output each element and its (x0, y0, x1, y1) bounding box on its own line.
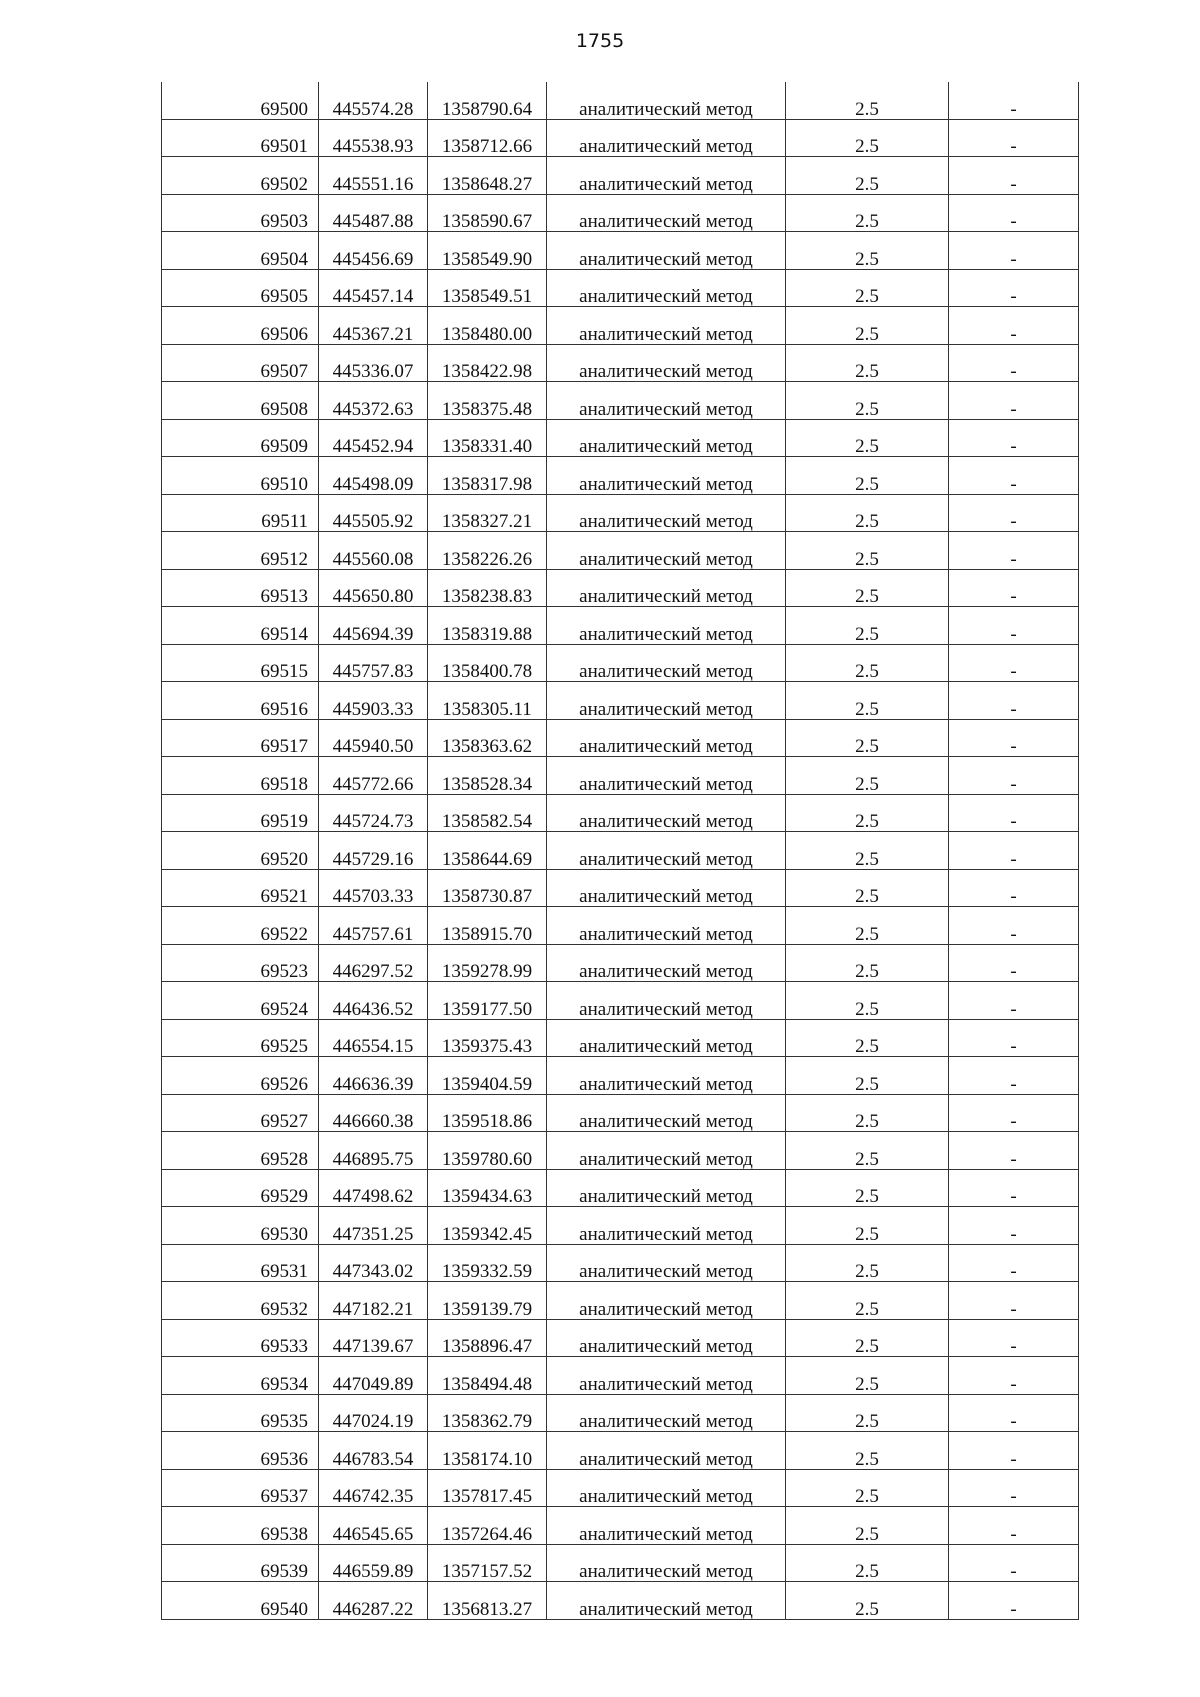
table-row (162, 1582, 1079, 1620)
extra-cell: - (949, 1282, 1079, 1320)
x-coordinate-cell: 445757.83 (319, 644, 428, 682)
y-coordinate-cell: 1358331.40 (428, 419, 547, 457)
point-number-cell: 69519 (162, 794, 319, 832)
table-row (162, 1207, 1079, 1245)
accuracy-cell: 2.5 (786, 1582, 949, 1620)
table-row (162, 269, 1079, 307)
point-number-cell: 69507 (162, 344, 319, 382)
method-cell: аналитический метод (547, 1132, 786, 1170)
accuracy-cell: 2.5 (786, 1132, 949, 1170)
extra-cell: - (949, 269, 1079, 307)
point-number-cell: 69514 (162, 607, 319, 645)
y-coordinate-cell: 1358362.79 (428, 1394, 547, 1432)
point-number-cell: 69500 (162, 82, 319, 119)
y-coordinate-cell: 1358648.27 (428, 157, 547, 195)
x-coordinate-cell: 445903.33 (319, 682, 428, 720)
method-cell: аналитический метод (547, 194, 786, 232)
accuracy-cell: 2.5 (786, 119, 949, 157)
extra-cell: - (949, 869, 1079, 907)
table-row (162, 1469, 1079, 1507)
method-cell: аналитический метод (547, 1319, 786, 1357)
point-number-cell: 69520 (162, 832, 319, 870)
accuracy-cell: 2.5 (786, 1019, 949, 1057)
point-number-cell: 69508 (162, 382, 319, 420)
y-coordinate-cell: 1359518.86 (428, 1094, 547, 1132)
method-cell: аналитический метод (547, 119, 786, 157)
x-coordinate-cell: 446287.22 (319, 1582, 428, 1620)
y-coordinate-cell: 1358549.90 (428, 232, 547, 270)
y-coordinate-cell: 1358363.62 (428, 719, 547, 757)
accuracy-cell: 2.5 (786, 1207, 949, 1245)
table-row (162, 1507, 1079, 1545)
accuracy-cell: 2.5 (786, 1282, 949, 1320)
extra-cell: - (949, 232, 1079, 270)
x-coordinate-cell: 445757.61 (319, 907, 428, 945)
accuracy-cell: 2.5 (786, 194, 949, 232)
point-number-cell: 69504 (162, 232, 319, 270)
x-coordinate-cell: 446742.35 (319, 1469, 428, 1507)
y-coordinate-cell: 1359434.63 (428, 1169, 547, 1207)
y-coordinate-cell: 1358317.98 (428, 457, 547, 495)
extra-cell: - (949, 1244, 1079, 1282)
accuracy-cell: 2.5 (786, 494, 949, 532)
y-coordinate-cell: 1358494.48 (428, 1357, 547, 1395)
x-coordinate-cell: 446783.54 (319, 1432, 428, 1470)
table-row (162, 1544, 1079, 1582)
accuracy-cell: 2.5 (786, 869, 949, 907)
point-number-cell: 69529 (162, 1169, 319, 1207)
y-coordinate-cell: 1358915.70 (428, 907, 547, 945)
table-row (162, 532, 1079, 570)
table-row (162, 1282, 1079, 1320)
extra-cell: - (949, 1544, 1079, 1582)
method-cell: аналитический метод (547, 1544, 786, 1582)
table-row (162, 119, 1079, 157)
extra-cell: - (949, 382, 1079, 420)
point-number-cell: 69515 (162, 644, 319, 682)
table-row (162, 157, 1079, 195)
accuracy-cell: 2.5 (786, 1244, 949, 1282)
accuracy-cell: 2.5 (786, 532, 949, 570)
x-coordinate-cell: 445560.08 (319, 532, 428, 570)
point-number-cell: 69532 (162, 1282, 319, 1320)
table-row (162, 1394, 1079, 1432)
table-row (162, 719, 1079, 757)
point-number-cell: 69506 (162, 307, 319, 345)
y-coordinate-cell: 1358712.66 (428, 119, 547, 157)
x-coordinate-cell: 445456.69 (319, 232, 428, 270)
x-coordinate-cell: 445772.66 (319, 757, 428, 795)
accuracy-cell: 2.5 (786, 157, 949, 195)
extra-cell: - (949, 119, 1079, 157)
extra-cell: - (949, 419, 1079, 457)
method-cell: аналитический метод (547, 1507, 786, 1545)
accuracy-cell: 2.5 (786, 1507, 949, 1545)
table-row (162, 194, 1079, 232)
y-coordinate-cell: 1359375.43 (428, 1019, 547, 1057)
table-row (162, 569, 1079, 607)
method-cell: аналитический метод (547, 269, 786, 307)
point-number-cell: 69512 (162, 532, 319, 570)
point-number-cell: 69510 (162, 457, 319, 495)
x-coordinate-cell: 446297.52 (319, 944, 428, 982)
x-coordinate-cell: 445729.16 (319, 832, 428, 870)
method-cell: аналитический метод (547, 794, 786, 832)
y-coordinate-cell: 1358790.64 (428, 82, 547, 119)
y-coordinate-cell: 1358319.88 (428, 607, 547, 645)
extra-cell: - (949, 607, 1079, 645)
extra-cell: - (949, 719, 1079, 757)
x-coordinate-cell: 445505.92 (319, 494, 428, 532)
method-cell: аналитический метод (547, 832, 786, 870)
extra-cell: - (949, 457, 1079, 495)
point-number-cell: 69534 (162, 1357, 319, 1395)
method-cell: аналитический метод (547, 1094, 786, 1132)
point-number-cell: 69502 (162, 157, 319, 195)
accuracy-cell: 2.5 (786, 1432, 949, 1470)
point-number-cell: 69505 (162, 269, 319, 307)
method-cell: аналитический метод (547, 719, 786, 757)
accuracy-cell: 2.5 (786, 1469, 949, 1507)
method-cell: аналитический метод (547, 457, 786, 495)
table-row (162, 944, 1079, 982)
method-cell: аналитический метод (547, 682, 786, 720)
x-coordinate-cell: 445650.80 (319, 569, 428, 607)
y-coordinate-cell: 1359177.50 (428, 982, 547, 1020)
table-row (162, 794, 1079, 832)
x-coordinate-cell: 445703.33 (319, 869, 428, 907)
extra-cell: - (949, 1582, 1079, 1620)
point-number-cell: 69531 (162, 1244, 319, 1282)
extra-cell: - (949, 757, 1079, 795)
table-row (162, 344, 1079, 382)
point-number-cell: 69536 (162, 1432, 319, 1470)
point-number-cell: 69521 (162, 869, 319, 907)
extra-cell: - (949, 1394, 1079, 1432)
y-coordinate-cell: 1358528.34 (428, 757, 547, 795)
accuracy-cell: 2.5 (786, 607, 949, 645)
method-cell: аналитический метод (547, 1394, 786, 1432)
method-cell: аналитический метод (547, 344, 786, 382)
y-coordinate-cell: 1358644.69 (428, 832, 547, 870)
extra-cell: - (949, 1207, 1079, 1245)
method-cell: аналитический метод (547, 944, 786, 982)
extra-cell: - (949, 494, 1079, 532)
y-coordinate-cell: 1358422.98 (428, 344, 547, 382)
y-coordinate-cell: 1357157.52 (428, 1544, 547, 1582)
point-number-cell: 69526 (162, 1057, 319, 1095)
extra-cell: - (949, 907, 1079, 945)
extra-cell: - (949, 194, 1079, 232)
y-coordinate-cell: 1356813.27 (428, 1582, 547, 1620)
point-number-cell: 69535 (162, 1394, 319, 1432)
table-row (162, 1169, 1079, 1207)
method-cell: аналитический метод (547, 382, 786, 420)
point-number-cell: 69538 (162, 1507, 319, 1545)
extra-cell: - (949, 1469, 1079, 1507)
table-row (162, 1019, 1079, 1057)
point-number-cell: 69528 (162, 1132, 319, 1170)
x-coordinate-cell: 445372.63 (319, 382, 428, 420)
accuracy-cell: 2.5 (786, 82, 949, 119)
y-coordinate-cell: 1359278.99 (428, 944, 547, 982)
point-number-cell: 69530 (162, 1207, 319, 1245)
y-coordinate-cell: 1359332.59 (428, 1244, 547, 1282)
extra-cell: - (949, 344, 1079, 382)
table-row (162, 832, 1079, 870)
y-coordinate-cell: 1359404.59 (428, 1057, 547, 1095)
x-coordinate-cell: 447351.25 (319, 1207, 428, 1245)
x-coordinate-cell: 446636.39 (319, 1057, 428, 1095)
y-coordinate-cell: 1357817.45 (428, 1469, 547, 1507)
y-coordinate-cell: 1359139.79 (428, 1282, 547, 1320)
point-number-cell: 69513 (162, 569, 319, 607)
y-coordinate-cell: 1358582.54 (428, 794, 547, 832)
x-coordinate-cell: 445336.07 (319, 344, 428, 382)
accuracy-cell: 2.5 (786, 719, 949, 757)
method-cell: аналитический метод (547, 1057, 786, 1095)
extra-cell: - (949, 1094, 1079, 1132)
page-number: 1755 (575, 30, 625, 52)
accuracy-cell: 2.5 (786, 1544, 949, 1582)
x-coordinate-cell: 445367.21 (319, 307, 428, 345)
method-cell: аналитический метод (547, 607, 786, 645)
point-number-cell: 69517 (162, 719, 319, 757)
extra-cell: - (949, 982, 1079, 1020)
y-coordinate-cell: 1358590.67 (428, 194, 547, 232)
x-coordinate-cell: 447139.67 (319, 1319, 428, 1357)
accuracy-cell: 2.5 (786, 794, 949, 832)
method-cell: аналитический метод (547, 907, 786, 945)
method-cell: аналитический метод (547, 494, 786, 532)
method-cell: аналитический метод (547, 982, 786, 1020)
accuracy-cell: 2.5 (786, 1357, 949, 1395)
method-cell: аналитический метод (547, 1282, 786, 1320)
y-coordinate-cell: 1358327.21 (428, 494, 547, 532)
extra-cell: - (949, 1357, 1079, 1395)
x-coordinate-cell: 445940.50 (319, 719, 428, 757)
table-row (162, 232, 1079, 270)
x-coordinate-cell: 446660.38 (319, 1094, 428, 1132)
y-coordinate-cell: 1358375.48 (428, 382, 547, 420)
method-cell: аналитический метод (547, 157, 786, 195)
extra-cell: - (949, 794, 1079, 832)
x-coordinate-cell: 445538.93 (319, 119, 428, 157)
y-coordinate-cell: 1358896.47 (428, 1319, 547, 1357)
table-row (162, 382, 1079, 420)
x-coordinate-cell: 446895.75 (319, 1132, 428, 1170)
point-number-cell: 69533 (162, 1319, 319, 1357)
point-number-cell: 69539 (162, 1544, 319, 1582)
point-number-cell: 69523 (162, 944, 319, 982)
table-row (162, 1432, 1079, 1470)
accuracy-cell: 2.5 (786, 569, 949, 607)
x-coordinate-cell: 446545.65 (319, 1507, 428, 1545)
extra-cell: - (949, 307, 1079, 345)
point-number-cell: 69524 (162, 982, 319, 1020)
table-row (162, 1244, 1079, 1282)
point-number-cell: 69511 (162, 494, 319, 532)
accuracy-cell: 2.5 (786, 344, 949, 382)
y-coordinate-cell: 1359342.45 (428, 1207, 547, 1245)
table-row (162, 494, 1079, 532)
point-number-cell: 69518 (162, 757, 319, 795)
extra-cell: - (949, 644, 1079, 682)
point-number-cell: 69527 (162, 1094, 319, 1132)
x-coordinate-cell: 447024.19 (319, 1394, 428, 1432)
accuracy-cell: 2.5 (786, 382, 949, 420)
method-cell: аналитический метод (547, 1357, 786, 1395)
method-cell: аналитический метод (547, 307, 786, 345)
table-row (162, 1057, 1079, 1095)
table-row (162, 1319, 1079, 1357)
point-number-cell: 69509 (162, 419, 319, 457)
method-cell: аналитический метод (547, 644, 786, 682)
extra-cell: - (949, 832, 1079, 870)
point-number-cell: 69525 (162, 1019, 319, 1057)
point-number-cell: 69537 (162, 1469, 319, 1507)
method-cell: аналитический метод (547, 1244, 786, 1282)
accuracy-cell: 2.5 (786, 644, 949, 682)
table-row (162, 907, 1079, 945)
point-number-cell: 69522 (162, 907, 319, 945)
method-cell: аналитический метод (547, 532, 786, 570)
y-coordinate-cell: 1358400.78 (428, 644, 547, 682)
accuracy-cell: 2.5 (786, 907, 949, 945)
extra-cell: - (949, 1507, 1079, 1545)
accuracy-cell: 2.5 (786, 1169, 949, 1207)
y-coordinate-cell: 1358549.51 (428, 269, 547, 307)
accuracy-cell: 2.5 (786, 1057, 949, 1095)
method-cell: аналитический метод (547, 1019, 786, 1057)
point-number-cell: 69501 (162, 119, 319, 157)
table-row (162, 757, 1079, 795)
x-coordinate-cell: 447049.89 (319, 1357, 428, 1395)
method-cell: аналитический метод (547, 419, 786, 457)
table-row (162, 1132, 1079, 1170)
table-row (162, 307, 1079, 345)
method-cell: аналитический метод (547, 569, 786, 607)
x-coordinate-cell: 447498.62 (319, 1169, 428, 1207)
x-coordinate-cell: 446554.15 (319, 1019, 428, 1057)
point-number-cell: 69540 (162, 1582, 319, 1620)
point-number-cell: 69503 (162, 194, 319, 232)
extra-cell: - (949, 532, 1079, 570)
extra-cell: - (949, 82, 1079, 119)
accuracy-cell: 2.5 (786, 1094, 949, 1132)
method-cell: аналитический метод (547, 82, 786, 119)
accuracy-cell: 2.5 (786, 307, 949, 345)
extra-cell: - (949, 1169, 1079, 1207)
x-coordinate-cell: 446436.52 (319, 982, 428, 1020)
table-row (162, 682, 1079, 720)
accuracy-cell: 2.5 (786, 982, 949, 1020)
method-cell: аналитический метод (547, 1469, 786, 1507)
y-coordinate-cell: 1358730.87 (428, 869, 547, 907)
x-coordinate-cell: 447182.21 (319, 1282, 428, 1320)
table-row (162, 1357, 1079, 1395)
accuracy-cell: 2.5 (786, 232, 949, 270)
x-coordinate-cell: 446559.89 (319, 1544, 428, 1582)
x-coordinate-cell: 447343.02 (319, 1244, 428, 1282)
x-coordinate-cell: 445487.88 (319, 194, 428, 232)
extra-cell: - (949, 1319, 1079, 1357)
method-cell: аналитический метод (547, 232, 786, 270)
extra-cell: - (949, 569, 1079, 607)
table-row (162, 869, 1079, 907)
x-coordinate-cell: 445724.73 (319, 794, 428, 832)
method-cell: аналитический метод (547, 757, 786, 795)
table-row (162, 82, 1079, 119)
extra-cell: - (949, 1132, 1079, 1170)
point-number-cell: 69516 (162, 682, 319, 720)
table-row (162, 982, 1079, 1020)
accuracy-cell: 2.5 (786, 944, 949, 982)
accuracy-cell: 2.5 (786, 457, 949, 495)
x-coordinate-cell: 445551.16 (319, 157, 428, 195)
extra-cell: - (949, 1057, 1079, 1095)
y-coordinate-cell: 1357264.46 (428, 1507, 547, 1545)
table-row (162, 1094, 1079, 1132)
y-coordinate-cell: 1358480.00 (428, 307, 547, 345)
method-cell: аналитический метод (547, 869, 786, 907)
accuracy-cell: 2.5 (786, 419, 949, 457)
extra-cell: - (949, 682, 1079, 720)
y-coordinate-cell: 1358238.83 (428, 569, 547, 607)
x-coordinate-cell: 445694.39 (319, 607, 428, 645)
method-cell: аналитический метод (547, 1582, 786, 1620)
accuracy-cell: 2.5 (786, 682, 949, 720)
table-body (162, 82, 1079, 1619)
table-row (162, 607, 1079, 645)
y-coordinate-cell: 1358174.10 (428, 1432, 547, 1470)
extra-cell: - (949, 157, 1079, 195)
extra-cell: - (949, 1019, 1079, 1057)
x-coordinate-cell: 445452.94 (319, 419, 428, 457)
x-coordinate-cell: 445498.09 (319, 457, 428, 495)
accuracy-cell: 2.5 (786, 1319, 949, 1357)
method-cell: аналитический метод (547, 1432, 786, 1470)
extra-cell: - (949, 944, 1079, 982)
y-coordinate-cell: 1358226.26 (428, 532, 547, 570)
x-coordinate-cell: 445457.14 (319, 269, 428, 307)
table-row (162, 644, 1079, 682)
y-coordinate-cell: 1359780.60 (428, 1132, 547, 1170)
extra-cell: - (949, 1432, 1079, 1470)
table-row (162, 457, 1079, 495)
accuracy-cell: 2.5 (786, 1394, 949, 1432)
accuracy-cell: 2.5 (786, 757, 949, 795)
y-coordinate-cell: 1358305.11 (428, 682, 547, 720)
accuracy-cell: 2.5 (786, 269, 949, 307)
x-coordinate-cell: 445574.28 (319, 82, 428, 119)
table-row (162, 419, 1079, 457)
coordinates-table (161, 82, 1079, 1620)
accuracy-cell: 2.5 (786, 832, 949, 870)
method-cell: аналитический метод (547, 1207, 786, 1245)
method-cell: аналитический метод (547, 1169, 786, 1207)
